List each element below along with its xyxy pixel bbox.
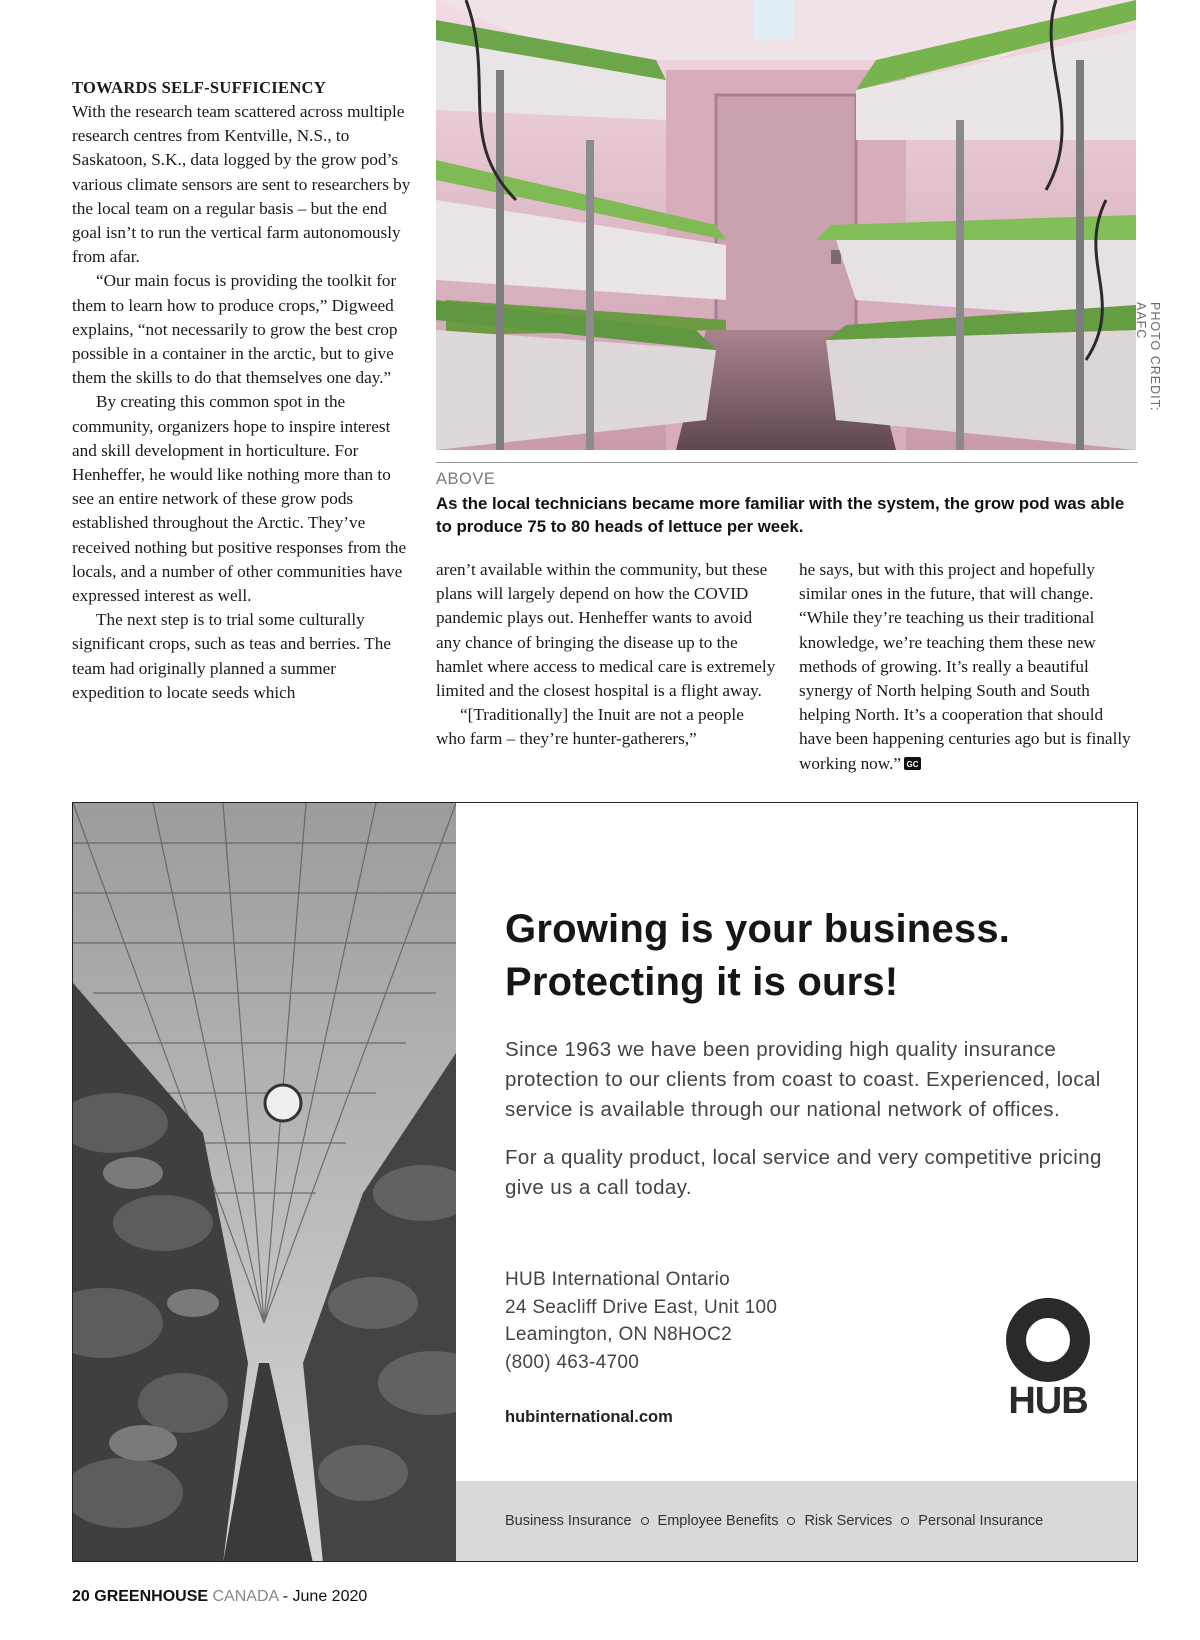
contact-address-line-1: 24 Seacliff Drive East, Unit 100 <box>505 1296 778 1318</box>
magazine-name: GREENHOUSE <box>94 1588 209 1605</box>
caption-divider <box>436 462 1138 463</box>
hub-advertisement <box>72 802 1138 1562</box>
ad-contact-block <box>505 1266 925 1376</box>
service-item: Employee Benefits <box>657 1513 779 1529</box>
article-column-1 <box>72 76 412 705</box>
ad-headline-line-1: Growing is your business. <box>505 907 1011 951</box>
bullet-icon <box>641 1517 649 1525</box>
issue-date: - June 2020 <box>282 1588 368 1605</box>
service-item: Risk Services <box>804 1513 893 1529</box>
ad-headline-line-2: Protecting it is ours! <box>505 960 899 1004</box>
ad-body-paragraph: For a quality product, local service and very competitive pricing give us a call today. <box>505 1146 1102 1199</box>
article-paragraph: “[Traditionally] the Inuit are not a people who farm – they’re hunter-gatherers,” <box>436 705 744 749</box>
greenhouse-photo <box>73 803 456 1561</box>
bullet-icon <box>787 1517 795 1525</box>
article-column-3 <box>799 558 1139 776</box>
page-footer <box>72 1588 367 1606</box>
end-mark-icon <box>904 757 921 770</box>
photo-credit: PHOTO CREDIT: AAFC <box>1134 302 1162 412</box>
article-paragraph: aren’t available within the community, but these plans will largely depend on how the COVID pandemic plays out. Henheffer wants to avoid any chance of bringing the disease up to the hamlet where access to medical care is extremely limited and the closest hospital is a flight away. <box>436 560 776 701</box>
article-paragraph: With the research team scattered across multiple research centres from Kentville, N.S., to Saskatoon, S.K., data logged by the grow pod’s various climate sensors are sent to researchers by the local team on a regular basis – but the end goal isn’t to run the vertical farm autonomously from afar. <box>72 102 411 267</box>
ad-body-paragraph: Since 1963 we have been providing high quality insurance protection to our clients from coast to coast. Experienced, local service is available through our national network of offices. <box>505 1038 1101 1121</box>
hub-logo-text: HUB <box>1008 1380 1088 1422</box>
ad-services-band <box>456 1481 1138 1561</box>
ad-copy <box>505 903 1105 1221</box>
bullet-icon <box>901 1517 909 1525</box>
caption-kicker: ABOVE <box>436 470 496 488</box>
service-item: Personal Insurance <box>918 1513 1044 1529</box>
contact-name: HUB International Ontario <box>505 1269 731 1290</box>
contact-phone[interactable]: (800) 463-4700 <box>505 1351 640 1373</box>
ad-website-link[interactable]: hubinternational.com <box>505 1408 673 1426</box>
grow-pod-photo <box>436 0 1136 450</box>
article-paragraph: By creating this common spot in the community, organizers hope to inspire interest and skill development in horticulture. For Henheffer, he would like nothing more than to see an entire network of these grow pods established throughout the Arctic. They’ve received nothing but positive responses from the locals, and a number of other communities have expressed interest as well. <box>72 392 407 606</box>
photo-caption: As the local technicians became more familiar with the system, the grow pod was able to produce 75 to 80 heads of lettuce per week. <box>436 494 1125 536</box>
article-paragraph <box>799 558 1139 776</box>
contact-address-line-2: Leamington, ON N8HOC2 <box>505 1324 733 1345</box>
article-paragraph: The next step is to trial some culturally significant crops, such as teas and berries. The team had originally planned a summer expedition to locate seeds which <box>72 610 391 702</box>
page-number: 20 <box>72 1588 90 1605</box>
hub-logo <box>998 1298 1098 1436</box>
hub-ring-icon <box>1006 1298 1090 1382</box>
article-final-text: he says, but with this project and hopefully similar ones in the future, that will change. “While they’re teaching us their traditional knowledge, we’re teaching them these new methods of growing. It’s really a beautiful synergy of North helping South and South helping North. It’s a cooperation that should have been happening centuries ago but is finally working now.” <box>799 560 1131 773</box>
ad-headline <box>505 903 1105 1009</box>
end-mark-text: GC <box>906 759 919 769</box>
article-column-2 <box>436 558 776 752</box>
article-paragraph: “Our main focus is providing the toolkit for them to learn how to produce crops,” Digweed explains, “not necessarily to grow the best crop possible in a container in the arctic, but to give them the skills to do that themselves one day.” <box>72 271 398 388</box>
service-item: Business Insurance <box>505 1513 632 1529</box>
magazine-name-suffix: CANADA <box>212 1588 279 1605</box>
section-heading: TOWARDS SELF-SUFFICIENCY <box>72 78 326 97</box>
